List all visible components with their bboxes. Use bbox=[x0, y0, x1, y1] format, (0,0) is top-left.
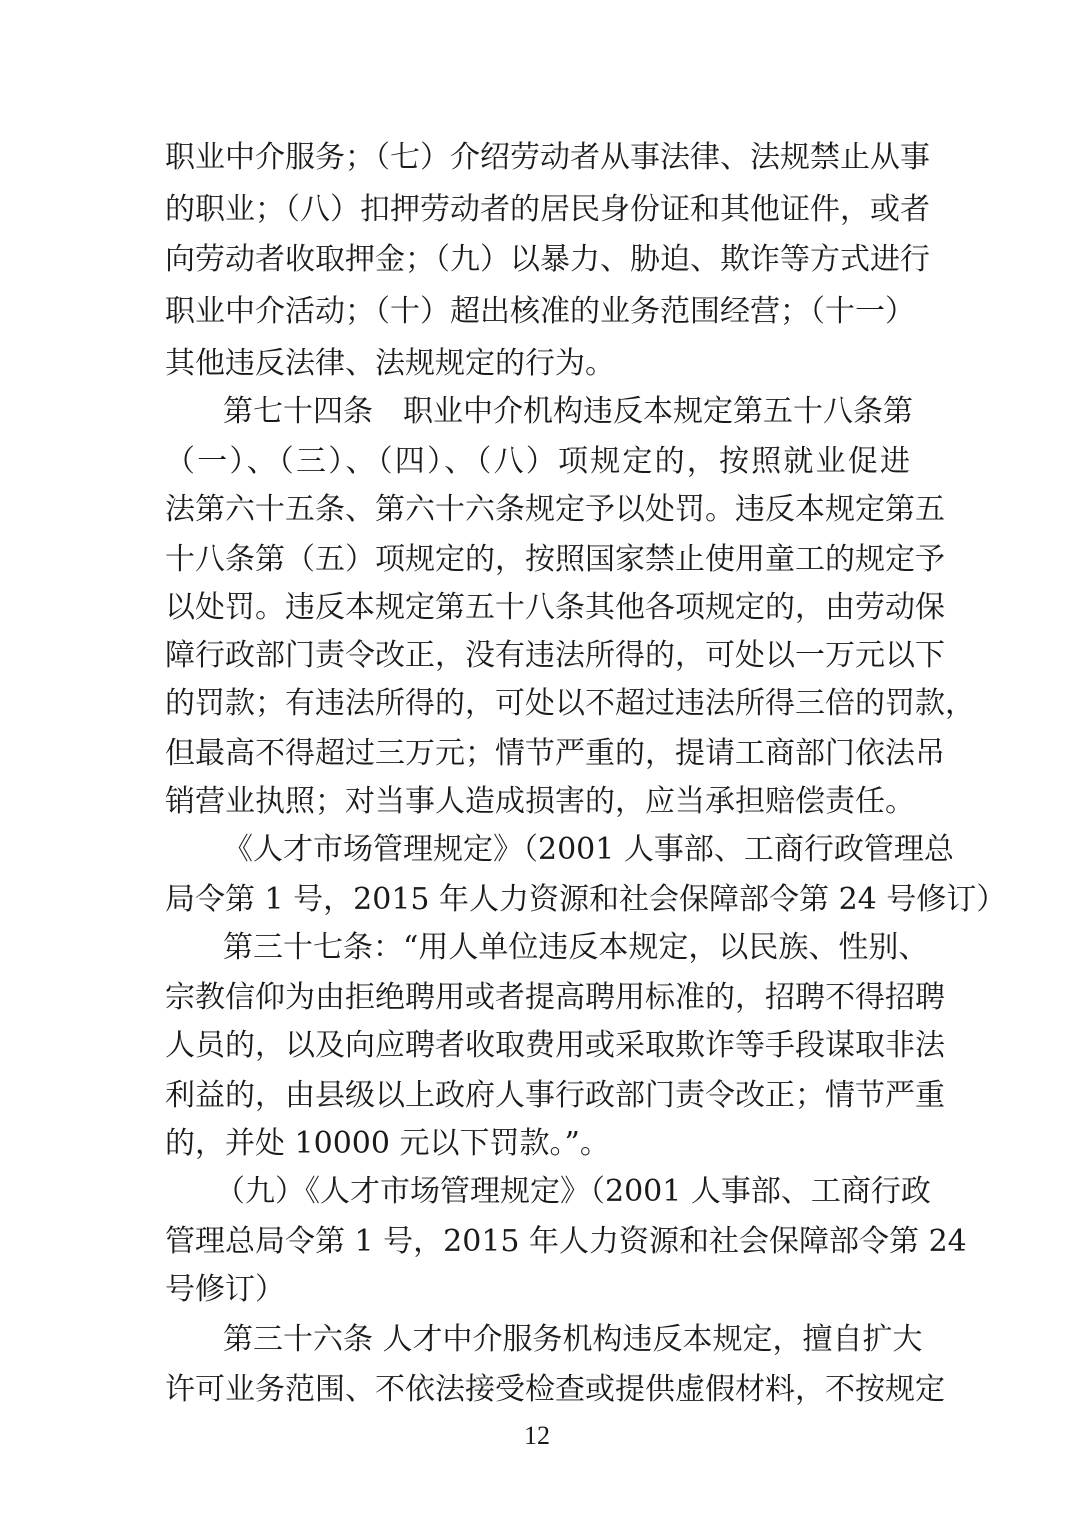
text-line: 障行政部门责令改正，没有违法所得的，可处以一万元以下 bbox=[165, 638, 945, 673]
text-line: 职业中介服务；（七）介绍劳动者从事法律、法规禁止从事 bbox=[165, 140, 930, 175]
text-line: 向劳动者收取押金；（九）以暴力、胁迫、欺诈等方式进行 bbox=[165, 242, 930, 277]
text-line: 宗教信仰为由拒绝聘用或者提高聘用标准的，招聘不得招聘 bbox=[165, 980, 945, 1015]
text-line: 法第六十五条、第六十六条规定予以处罚。违反本规定第五 bbox=[165, 492, 945, 527]
text-line: 管理总局令第 1 号，2015 年人力资源和社会保障部令第 24 bbox=[165, 1224, 967, 1259]
text-line: 但最高不得超过三万元；情节严重的，提请工商部门依法吊 bbox=[165, 736, 945, 771]
text-line: 十八条第（五）项规定的，按照国家禁止使用童工的规定予 bbox=[165, 542, 945, 577]
text-line: （九）《人才市场管理规定》（2001 人事部、工商行政 bbox=[215, 1174, 931, 1209]
text-line: 其他违反法律、法规规定的行为。 bbox=[165, 346, 615, 381]
text-line: 许可业务范围、不依法接受检查或提供虚假材料，不按规定 bbox=[165, 1372, 945, 1407]
text-line: 销营业执照；对当事人造成损害的，应当承担赔偿责任。 bbox=[165, 784, 915, 819]
text-line: 第三十六条 人才中介服务机构违反本规定，擅自扩大 bbox=[223, 1322, 923, 1357]
text-line: 以处罚。违反本规定第五十八条其他各项规定的，由劳动保 bbox=[165, 590, 945, 625]
text-line: 职业中介活动；（十）超出核准的业务范围经营；（十一） bbox=[165, 294, 915, 329]
text-line: 第七十四条 职业中介机构违反本规定第五十八条第 bbox=[223, 394, 913, 429]
text-line: 号修订） bbox=[165, 1272, 285, 1307]
text-line: 的罚款；有违法所得的，可处以不超过违法所得三倍的罚款， bbox=[165, 686, 975, 721]
text-line: 的，并处 10000 元以下罚款。”。 bbox=[165, 1126, 610, 1161]
text-line: 利益的，由县级以上政府人事行政部门责令改正；情节严重 bbox=[165, 1078, 945, 1113]
text-line: 局令第 1 号，2015 年人力资源和社会保障部令第 24 号修订） bbox=[165, 882, 1007, 917]
text-line: （一）、（三）、（四）、（八）项规定的，按照就业促进 bbox=[165, 444, 910, 479]
text-line: 的职业；（八）扣押劳动者的居民身份证和其他证件，或者 bbox=[165, 192, 930, 227]
page-number: 12 bbox=[524, 1421, 550, 1450]
text-line: 第三十七条：“用人单位违反本规定，以民族、性别、 bbox=[223, 930, 929, 965]
text-line: 《人才市场管理规定》（2001 人事部、工商行政管理总 bbox=[223, 832, 954, 867]
text-line: 人员的，以及向应聘者收取费用或采取欺诈等手段谋取非法 bbox=[165, 1028, 945, 1063]
